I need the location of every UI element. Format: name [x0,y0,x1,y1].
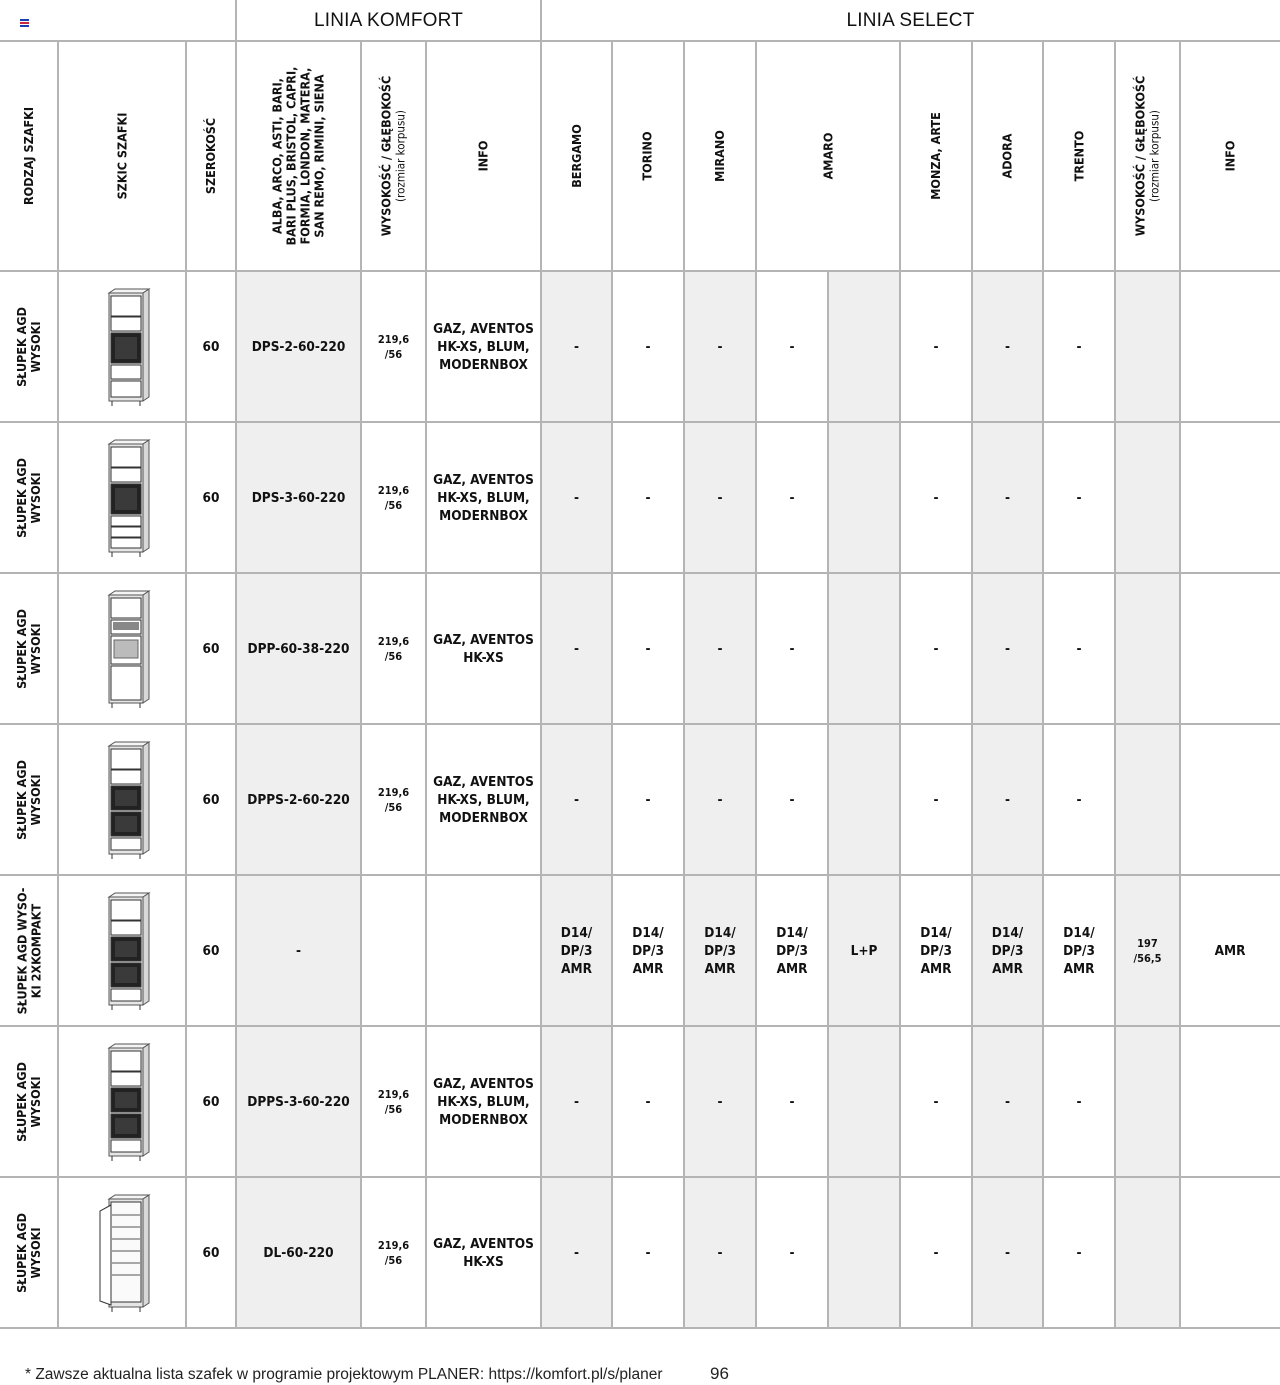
amaro-side-cell [828,1177,900,1328]
cell-text: GAZ, AVENTOS HK-XS, BLUM, MODERNBOX [433,773,534,826]
amaro-side-cell [828,422,900,573]
header-text: INFO [475,140,491,172]
cell-text: - [717,1244,723,1261]
width-cell [186,875,236,1026]
cell-text: 219,6 /56 [377,483,410,512]
header-text: AMARO [819,132,835,180]
code-cell [236,724,361,875]
info-select-cell [1180,573,1280,724]
bergamo-cell [541,422,612,573]
row-type-text: SŁUPEK AGD WYSOKI [14,759,44,840]
cell-text: - [789,489,795,506]
cell-text: 219,6 /56 [377,634,410,663]
header-text: TRENTO [1070,130,1086,182]
cell-text: - [933,640,939,657]
dims-select-cell [1115,1026,1180,1177]
cell-text: D14/ DP/3 AMR [991,924,1024,977]
row-type-text: SŁUPEK AGD WYSOKI [14,1061,44,1142]
cell-text: DPP-60-38-220 [247,640,350,657]
amaro-cell [756,1177,828,1328]
cabinet-sketch-icon [58,422,186,573]
adora-cell [972,1026,1043,1177]
header-text: WYSOKOŚĆ / GŁĘBOKOŚĆ (rozmiar korpusu) [378,75,408,237]
cell-text: - [573,489,580,506]
row-type-text: SŁUPEK AGD WYSO- KI 2XKOMPAKT [14,887,44,1014]
cell-text: D14/ DP/3 AMR [560,924,593,977]
row-type-text: SŁUPEK AGD WYSOKI [14,608,44,689]
cell-text: - [717,338,723,355]
cell-text: - [1004,338,1011,355]
cell-text: D14/ DP/3 AMR [776,924,808,977]
dims-cell [361,724,426,875]
cell-text: - [573,1244,580,1261]
cell-text: - [789,1093,795,1110]
bergamo-cell [541,1026,612,1177]
adora-cell [972,573,1043,724]
group-komfort: LINIA KOMFORT [314,9,463,31]
amaro-cell [756,271,828,422]
adora-cell [972,271,1043,422]
cell-text: AMR [1214,942,1246,959]
grid-line-vertical [1179,41,1181,1328]
dims-select-cell [1115,271,1180,422]
cell-text: - [645,1093,651,1110]
dims-cell [361,1026,426,1177]
cell-text: - [789,338,795,355]
trento-cell [1043,422,1115,573]
info-select-cell [1180,875,1280,1026]
cell-text: 197 /56,5 [1133,936,1162,965]
cell-text: 60 [202,338,220,355]
amaro-side-cell [828,271,900,422]
monza-cell [900,573,972,724]
row-type [0,875,58,1026]
cabinet-sketch-icon [58,271,186,422]
row-type [0,271,58,422]
dims-cell [361,271,426,422]
cell-text: - [717,640,723,657]
header-text: SZKIC SZAFKI [113,112,129,200]
brand-logo-icon [20,19,29,28]
cell-text: GAZ, AVENTOS HK-XS [433,631,534,666]
code-cell [236,1026,361,1177]
grid-line-vertical [540,0,542,1328]
amaro-side-cell [828,724,900,875]
header-komfort-models [236,41,361,271]
grid-line-vertical [57,41,59,1328]
cabinet-sketch-icon [58,1026,186,1177]
bergamo-cell [541,724,612,875]
cell-text: 60 [202,942,220,959]
cell-text: - [573,1093,580,1110]
amaro-side-cell [828,573,900,724]
row-type [0,1026,58,1177]
cabinet-sketch-icon [58,875,186,1026]
row-type [0,724,58,875]
row-type-text: SŁUPEK AGD WYSOKI [14,306,44,387]
cell-text: DPPS-2-60-220 [247,791,350,808]
cell-text: 60 [202,489,220,506]
monza-cell [900,1026,972,1177]
grid-line-horizontal [0,270,1280,272]
header-text: WYSOKOŚĆ / GŁĘBOKOŚĆ (rozmiar korpusu) [1132,75,1162,237]
header-trento [1043,41,1115,271]
bergamo-cell [541,875,612,1026]
info-cell [426,875,541,1026]
cell-text: - [789,640,795,657]
cell-text: D14/ DP/3 AMR [1063,924,1095,977]
cell-text: 219,6 /56 [377,1238,410,1267]
cell-text: DPPS-3-60-220 [247,1093,350,1110]
cell-text: 60 [202,640,220,657]
cell-text: - [1076,640,1082,657]
bergamo-cell [541,1177,612,1328]
code-cell [236,271,361,422]
cell-text: - [789,1244,795,1261]
torino-cell [612,1177,684,1328]
mirano-cell [684,271,756,422]
header-subtext: (rozmiar korpusu) [393,110,408,202]
grid-line-horizontal [0,1025,1280,1027]
cell-text: - [1076,791,1082,808]
grid-line-vertical [827,271,829,1328]
info-select-cell [1180,724,1280,875]
cell-text: - [933,791,939,808]
grid-line-vertical [360,41,362,1328]
monza-cell [900,875,972,1026]
header-info [426,41,541,271]
info-cell [426,573,541,724]
header-text: MIRANO [712,130,727,182]
width-cell [186,422,236,573]
amaro-side-cell [828,1026,900,1177]
amaro-side-cell [828,875,900,1026]
cell-text: GAZ, AVENTOS HK-XS, BLUM, MODERNBOX [433,1075,534,1128]
header-adora [972,41,1043,271]
trento-cell [1043,1177,1115,1328]
cabinet-sketch-icon [58,1177,186,1328]
cell-text: - [295,942,302,959]
cell-text: - [1004,1244,1011,1261]
cabinet-sketch-icon [58,573,186,724]
header-bergamo [541,41,612,271]
grid-line-horizontal [0,874,1280,876]
mirano-cell [684,875,756,1026]
dims-select-cell [1115,724,1180,875]
info-select-cell [1180,1026,1280,1177]
cell-text: GAZ, AVENTOS HK-XS, BLUM, MODERNBOX [433,471,534,524]
header-torino [612,41,684,271]
torino-cell [612,724,684,875]
grid-line-vertical [1042,41,1044,1328]
cell-text: GAZ, AVENTOS HK-XS, BLUM, MODERNBOX [433,320,534,373]
trento-cell [1043,875,1115,1026]
width-cell [186,1026,236,1177]
cell-text: D14/ DP/3 AMR [632,924,664,977]
cell-text: L+P [850,942,878,959]
torino-cell [612,875,684,1026]
info-select-cell [1180,271,1280,422]
cell-text: 219,6 /56 [377,1087,410,1116]
amaro-cell [756,422,828,573]
amaro-cell [756,1026,828,1177]
adora-cell [972,875,1043,1026]
header-text: TORINO [639,131,655,181]
cell-text: 60 [202,1093,220,1110]
header-mirano [684,41,756,271]
cell-text: - [573,640,580,657]
grid-line-vertical [611,41,613,1328]
header-text: ADORA [999,133,1015,179]
cell-text: GAZ, AVENTOS HK-XS [433,1235,534,1270]
dims-select-cell [1115,875,1180,1026]
header-szkic [58,41,186,271]
header-text: ALBA, ARCO, ASTI, BARI, BARI PLUS, BRISTOL, CAPRI, FORMIA, LONDON, MATERA, SAN REMO, RIMINI, SIENA [269,66,327,246]
cell-text: - [933,489,939,506]
page-number: 96 [710,1364,729,1383]
mirano-cell [684,1177,756,1328]
info-select-cell [1180,1177,1280,1328]
torino-cell [612,573,684,724]
header-text: SZEROKOŚĆ [203,117,219,195]
cell-text: - [1004,791,1011,808]
monza-cell [900,422,972,573]
info-cell [426,271,541,422]
cell-text: D14/ DP/3 AMR [704,924,736,977]
cell-text: - [573,338,580,355]
header-wysokosc [361,41,426,271]
header-amaro [756,41,900,271]
cell-text: - [1004,640,1011,657]
header-text: RODZAJ SZAFKI [21,106,37,206]
cell-text: - [933,1093,939,1110]
cell-text: - [645,338,651,355]
width-cell [186,271,236,422]
dims-select-cell [1115,1177,1180,1328]
amaro-cell [756,875,828,1026]
amaro-cell [756,573,828,724]
monza-cell [900,724,972,875]
cell-text: - [933,1244,939,1261]
header-text: MONZA, ARTE [928,112,944,200]
grid-line-horizontal [0,723,1280,725]
mirano-cell [684,1026,756,1177]
grid-line-vertical [185,41,187,1328]
dims-select-cell [1115,573,1180,724]
width-cell [186,724,236,875]
info-select-cell [1180,422,1280,573]
trento-cell [1043,271,1115,422]
dims-cell [361,422,426,573]
code-cell [236,875,361,1026]
header-text: BERGAMO [568,124,584,188]
code-cell [236,573,361,724]
cell-text: DL-60-220 [263,1244,334,1261]
grid-line-vertical [683,41,685,1328]
grid-line-vertical [755,41,757,1328]
grid-line-vertical [1114,41,1116,1328]
cell-text: - [717,1093,723,1110]
dims-cell [361,573,426,724]
mirano-cell [684,724,756,875]
header-szerokosc [186,41,236,271]
row-type [0,1177,58,1328]
cell-text: DPS-3-60-220 [251,489,346,506]
trento-cell [1043,573,1115,724]
cell-text: D14/ DP/3 AMR [920,924,952,977]
header-wysokosc-select [1115,41,1180,271]
cell-text: 219,6 /56 [377,332,410,361]
row-type [0,422,58,573]
grid-line-horizontal [0,40,1280,42]
cell-text: - [1076,489,1082,506]
info-cell [426,724,541,875]
cell-text: - [1076,1093,1082,1110]
cell-text: 60 [202,1244,220,1261]
header-info-select [1180,41,1280,271]
header-monza [900,41,972,271]
grid-line-horizontal [0,1327,1280,1329]
cell-text: - [1076,1244,1082,1261]
dims-select-cell [1115,422,1180,573]
cell-text: - [645,489,651,506]
grid-line-vertical [235,0,237,1328]
torino-cell [612,1026,684,1177]
grid-line-vertical [971,41,973,1328]
row-type-text: SŁUPEK AGD WYSOKI [14,457,44,538]
grid-line-vertical [899,41,901,1328]
group-select: LINIA SELECT [846,9,975,31]
code-cell [236,422,361,573]
cell-text: - [573,791,580,808]
code-cell [236,1177,361,1328]
cell-text: 60 [202,791,220,808]
footnote: * Zawsze aktualna lista szafek w programie projektowym PLANER: https://komfort.pl/s/planer [25,1366,663,1383]
adora-cell [972,724,1043,875]
header-rodzaj [0,41,58,271]
trento-cell [1043,724,1115,875]
dims-cell [361,1177,426,1328]
width-cell [186,1177,236,1328]
torino-cell [612,422,684,573]
cell-text: - [645,640,651,657]
cell-text: - [645,1244,651,1261]
cell-text: - [789,791,795,808]
info-cell [426,422,541,573]
grid-line-horizontal [0,421,1280,423]
trento-cell [1043,1026,1115,1177]
grid-line-vertical [425,41,427,1328]
cell-text: - [717,791,723,808]
info-cell [426,1026,541,1177]
cell-text: DPS-2-60-220 [251,338,346,355]
cell-text: - [1004,1093,1011,1110]
info-cell [426,1177,541,1328]
torino-cell [612,271,684,422]
cell-text: - [1004,489,1011,506]
cell-text: - [717,489,723,506]
bergamo-cell [541,271,612,422]
dims-cell [361,875,426,1026]
header-subtext: (rozmiar korpusu) [1147,110,1162,202]
cell-text: - [933,338,939,355]
width-cell [186,573,236,724]
grid-line-horizontal [0,572,1280,574]
bergamo-cell [541,573,612,724]
monza-cell [900,1177,972,1328]
mirano-cell [684,422,756,573]
cell-text: - [1076,338,1082,355]
adora-cell [972,1177,1043,1328]
adora-cell [972,422,1043,573]
header-text: INFO [1222,140,1237,172]
amaro-cell [756,724,828,875]
row-type [0,573,58,724]
row-type-text: SŁUPEK AGD WYSOKI [14,1212,44,1293]
mirano-cell [684,573,756,724]
cell-text: - [645,791,651,808]
grid-line-horizontal [0,1176,1280,1178]
cabinet-sketch-icon [58,724,186,875]
monza-cell [900,271,972,422]
cell-text: 219,6 /56 [377,785,410,814]
